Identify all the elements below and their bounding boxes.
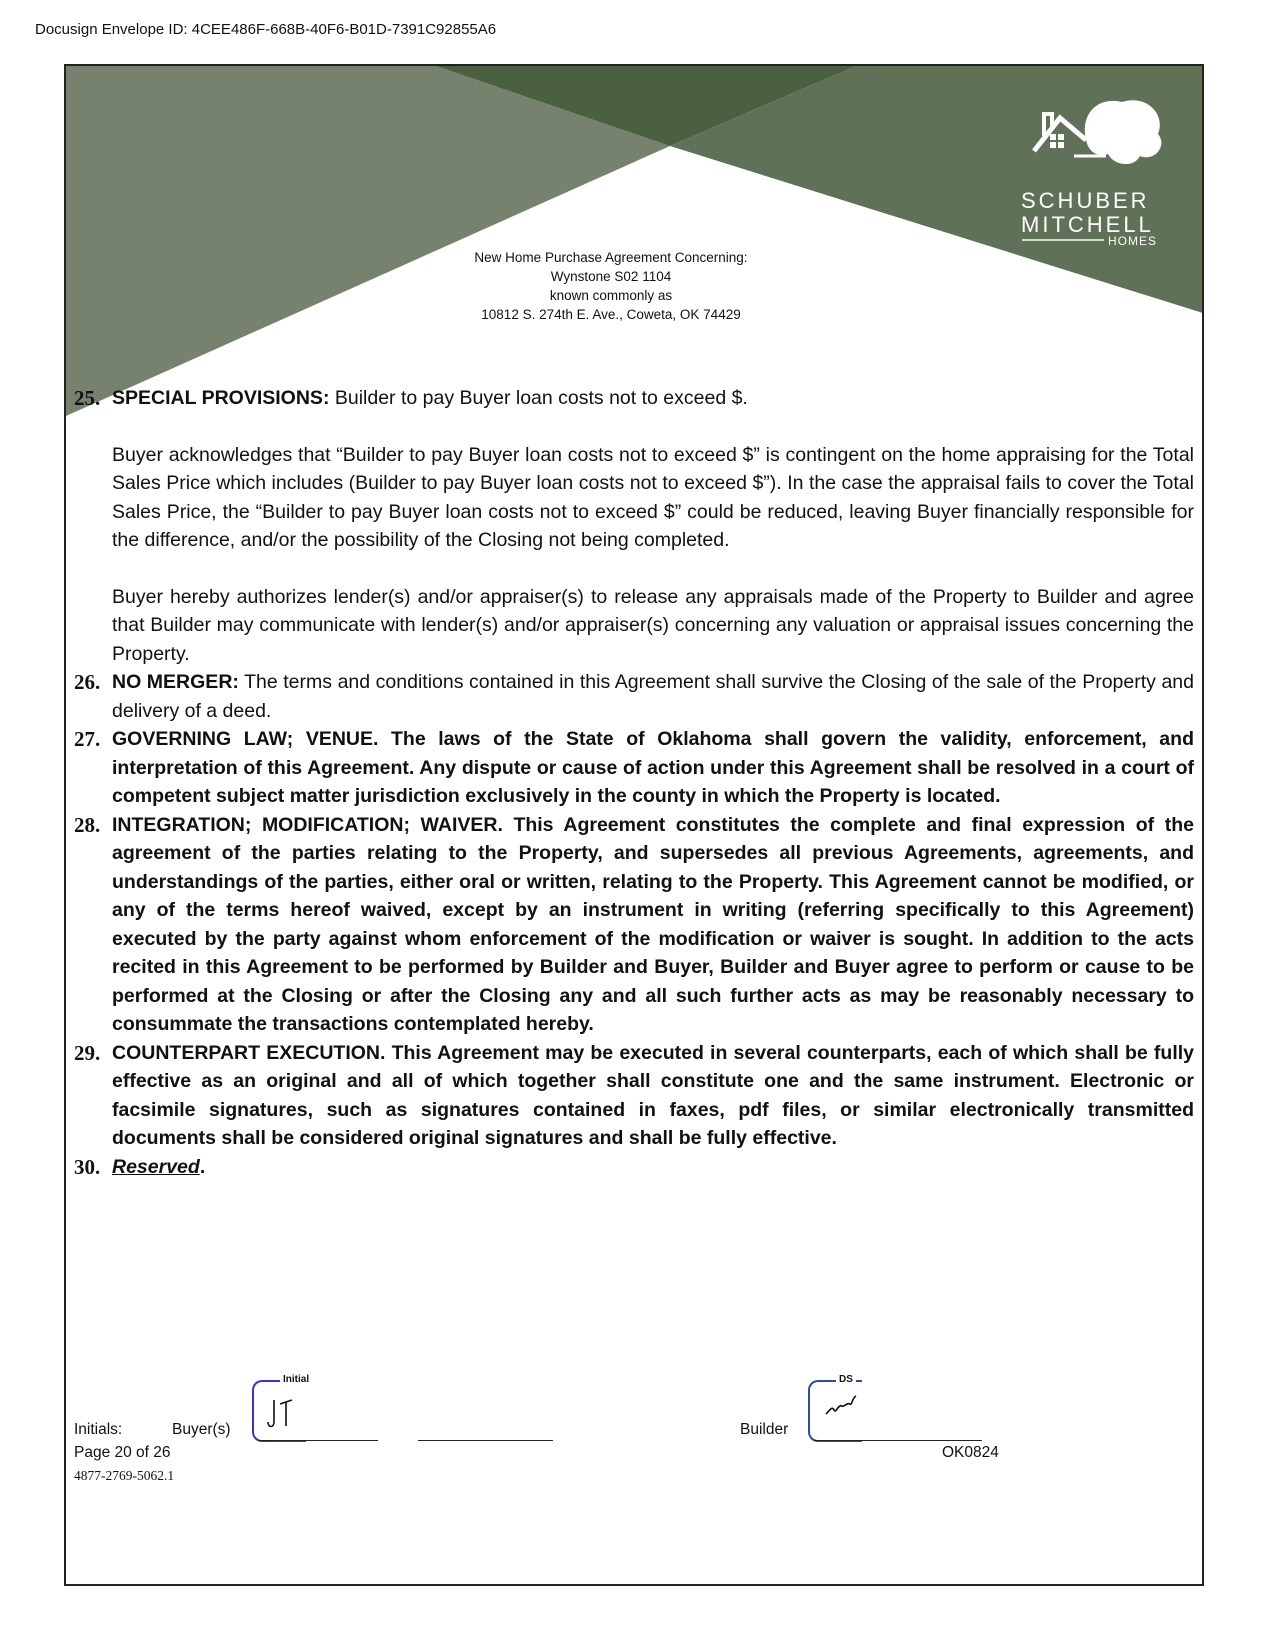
section-text: The laws of the State of Oklahoma shall govern the validity, enforcement, and interpretation of this Agreement. Any dispute or cause of action under this Agreement shall be resolved in a court of competent subject matter jurisdiction exclusively in the county in which the Property is located. xyxy=(112,728,1194,807)
section-25 xyxy=(74,384,1194,413)
section-25-paragraph-1: Buyer acknowledges that “Builder to pay Buyer loan costs not to exceed $” is contingent on the home appraising for the Total Sales Price which includes (Builder to pay Buyer loan costs not to exceed $”). In the case the appraisal fails to cover the Total Sales Price, the “Builder to pay Buyer loan costs not to exceed $” could be reduced, leaving Buyer financially responsible for the difference, and/or the possibility of the Closing not being completed. xyxy=(112,443,1194,551)
section-number: 30. xyxy=(74,1154,101,1179)
section-27 xyxy=(74,725,1194,811)
section-number: 26. xyxy=(74,670,101,694)
buyer-label: Buyer(s) xyxy=(172,1421,231,1438)
document-page xyxy=(64,64,1204,1586)
page-number: Page 20 of 26 xyxy=(74,1444,171,1461)
section-number: 28. xyxy=(74,812,101,837)
agreement-header xyxy=(366,248,856,324)
section-title: COUNTERPART EXECUTION. xyxy=(112,1041,386,1064)
section-text: This Agreement constitutes the complete and final expression of the agreement of the parties relating to the Property, and supersedes all previous Agreements, agreements, and understandings of the parties, either oral or written, relating to the Property. This Agreement cannot be modified, or any of the terms hereof waived, except by an instrument in writing (referring specifically to this Agreement) executed by the party against whom enforcement of the modification or waiver is sought. In addition to the acts recited in this Agreement to be performed by Builder and Buyer, Builder and Buyer agree to perform or cause to be performed at the Closing or after the Closing any and all such further acts as may be reasonably necessary to consummate the transactions contemplated hereby. xyxy=(112,813,1194,1035)
section-30 xyxy=(74,1153,1194,1182)
buyer-initial-box[interactable] xyxy=(252,1374,310,1442)
section-number: 27. xyxy=(74,727,101,751)
section-28 xyxy=(74,811,1194,1039)
initial-tag: Initial xyxy=(280,1374,312,1385)
section-title: Reserved xyxy=(112,1155,200,1178)
section-period: . xyxy=(199,1155,206,1178)
logo-line1: SCHUBER xyxy=(1021,188,1150,213)
section-26 xyxy=(74,668,1194,725)
builder-initial-line xyxy=(814,1440,982,1441)
section-29 xyxy=(74,1039,1194,1153)
header-line2: Wynstone S02 1104 xyxy=(550,269,672,284)
section-title: INTEGRATION; MODIFICATION; WAIVER. xyxy=(112,813,503,836)
form-code: OK0824 xyxy=(942,1444,999,1461)
builder-label: Builder xyxy=(740,1421,789,1438)
section-25-paragraph-2: Buyer hereby authorizes lender(s) and/or appraiser(s) to release any appraisals made of the Property to Builder and agree that Builder may communicate with lender(s) and/or appraiser(s) concerning any valuation or appraisal issues concerning the Property. xyxy=(112,585,1194,665)
logo-line2: MITCHELL xyxy=(1021,212,1154,237)
header-line3: known commonly as xyxy=(549,288,673,303)
logo-line3: HOMES xyxy=(1108,234,1158,248)
agreement-body xyxy=(74,384,1194,1181)
section-number: 29. xyxy=(74,1040,101,1065)
buyer-initials-signature-icon xyxy=(266,1394,316,1434)
doc-number: 4877-2769-5062.1 xyxy=(74,1468,175,1483)
initials-label: Initials: xyxy=(74,1421,123,1438)
envelope-id: Docusign Envelope ID: 4CEE486F-668B-40F6-B01D-7391C92855A6 xyxy=(35,21,497,38)
buyer1-initial-line xyxy=(258,1440,378,1441)
section-title: GOVERNING LAW; VENUE. xyxy=(112,728,379,750)
section-text: The terms and conditions contained in this Agreement shall survive the Closing of the sale of the Property and delivery of a deed. xyxy=(112,671,1194,722)
section-number: 25. xyxy=(74,386,101,410)
header-line1: New Home Purchase Agreement Concerning: xyxy=(474,250,748,265)
company-logo xyxy=(986,96,1204,256)
section-text: Builder to pay Buyer loan costs not to exceed $. xyxy=(329,387,748,409)
section-title: NO MERGER: xyxy=(112,671,239,693)
buyer2-initial-line xyxy=(418,1440,553,1441)
ds-tag: DS xyxy=(836,1374,856,1385)
section-text: This Agreement may be executed in several counterparts, each of which shall be fully effective as an original and all of which together shall constitute one and the same instrument. Electronic or facsimile signatures, such as signatures contained in faxes, pdf files, or similar electronically transmitted documents shall be considered original signatures and shall be fully effective. xyxy=(112,1041,1195,1149)
section-title: SPECIAL PROVISIONS: xyxy=(112,387,330,409)
builder-initial-box[interactable] xyxy=(808,1374,862,1442)
house-tree-icon xyxy=(986,96,1204,256)
builder-initials-signature-icon xyxy=(822,1392,872,1432)
header-line4: 10812 S. 274th E. Ave., Coweta, OK 74429 xyxy=(481,307,741,322)
